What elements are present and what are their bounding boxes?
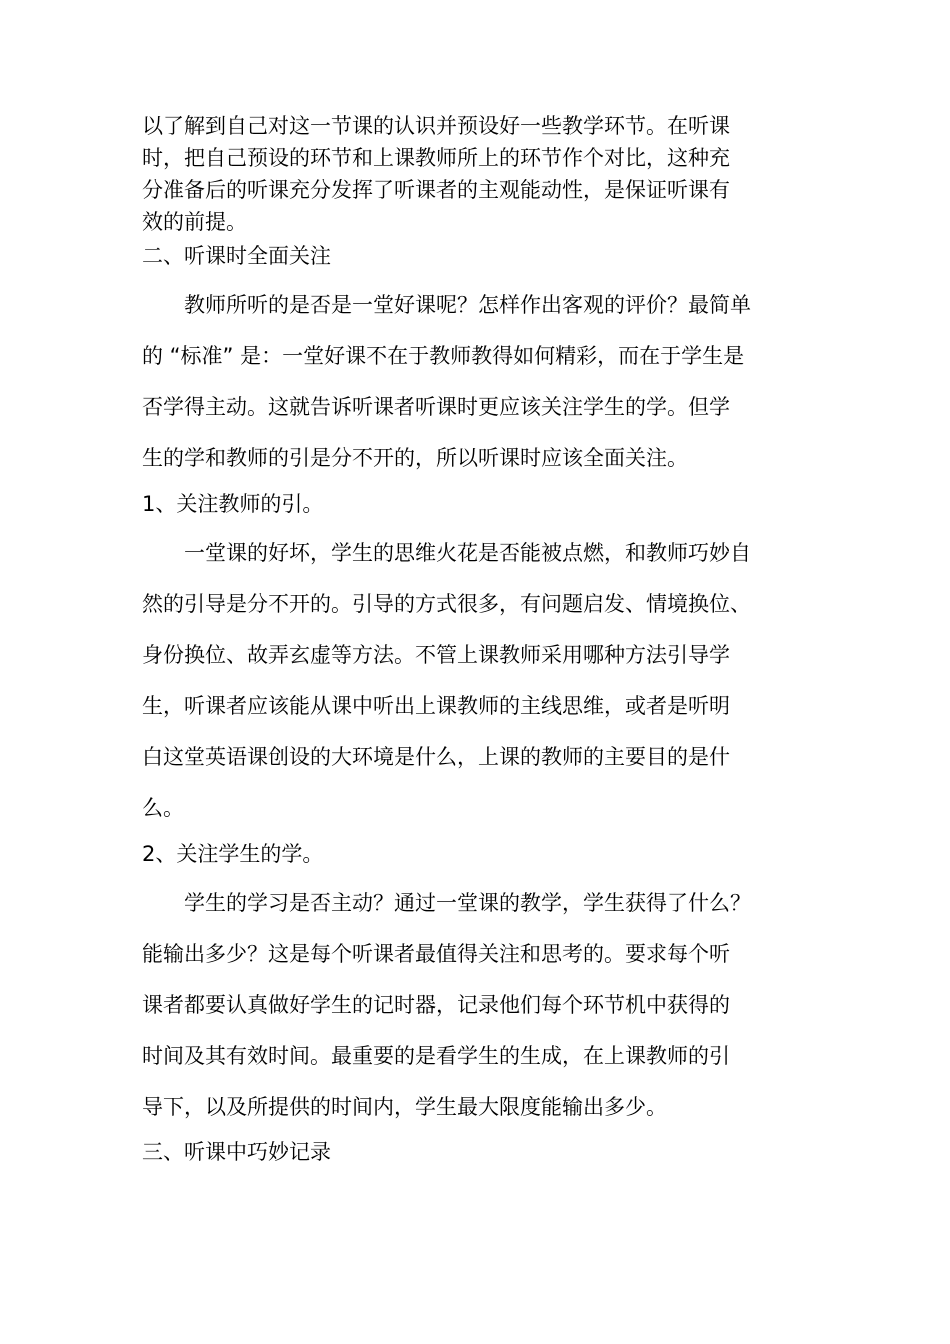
text-line: 教师所听的是否是一堂好课呢？怎样作出客观的评价？最简单 xyxy=(184,293,751,317)
subsection-heading-2: 2、关注学生的学。 xyxy=(142,842,324,866)
section-heading-2: 二、听课时全面关注 xyxy=(142,244,331,268)
text-line: 效的前提。 xyxy=(142,210,247,234)
text-line: 能输出多少？这是每个听课者最值得关注和思考的。要求每个听 xyxy=(142,942,730,966)
text-line: 生，听课者应该能从课中听出上课教师的主线思维，或者是听明 xyxy=(142,694,730,718)
paragraph-student-learning xyxy=(142,878,751,1133)
text-line: 一堂课的好坏，学生的思维火花是否能被点燃，和教师巧妙自 xyxy=(184,541,751,565)
text-line: 么。 xyxy=(142,796,184,820)
text-line: 导下，以及所提供的时间内，学生最大限度能输出多少。 xyxy=(142,1095,667,1119)
section-heading-3: 三、听课中巧妙记录 xyxy=(142,1140,331,1164)
text-line: 课者都要认真做好学生的记时器，记录他们每个环节机中获得的 xyxy=(142,993,730,1017)
paragraph-intro xyxy=(142,110,730,238)
text-line: 生的学和教师的引是分不开的，所以听课时应该全面关注。 xyxy=(142,446,688,470)
paragraph-evaluation xyxy=(142,280,751,484)
text-line: 白这堂英语课创设的大环境是什么，上课的教师的主要目的是什 xyxy=(142,745,730,769)
text-line: 否学得主动。这就告诉听课者听课时更应该关注学生的学。但学 xyxy=(142,395,730,419)
text-line: 然的引导是分不开的。引导的方式很多，有问题启发、情境换位、 xyxy=(142,592,751,616)
text-line: 身份换位、故弄玄虚等方法。不管上课教师采用哪种方法引导学 xyxy=(142,643,730,667)
paragraph-teacher-guidance xyxy=(142,528,751,834)
text-line: 学生的学习是否主动？通过一堂课的教学，学生获得了什么？ xyxy=(184,891,751,915)
text-line: 的 “标准” 是：一堂好课不在于教师教得如何精彩，而在于学生是 xyxy=(142,344,745,368)
text-line: 时，把自己预设的环节和上课教师所上的环节作个对比，这种充 xyxy=(142,146,730,170)
text-line: 以了解到自己对这一节课的认识并预设好一些教学环节。在听课 xyxy=(142,114,730,138)
subsection-heading-1: 1、关注教师的引。 xyxy=(142,492,324,516)
text-line: 分准备后的听课充分发挥了听课者的主观能动性，是保证听课有 xyxy=(142,178,730,202)
text-line: 时间及其有效时间。最重要的是看学生的生成，在上课教师的引 xyxy=(142,1044,730,1068)
